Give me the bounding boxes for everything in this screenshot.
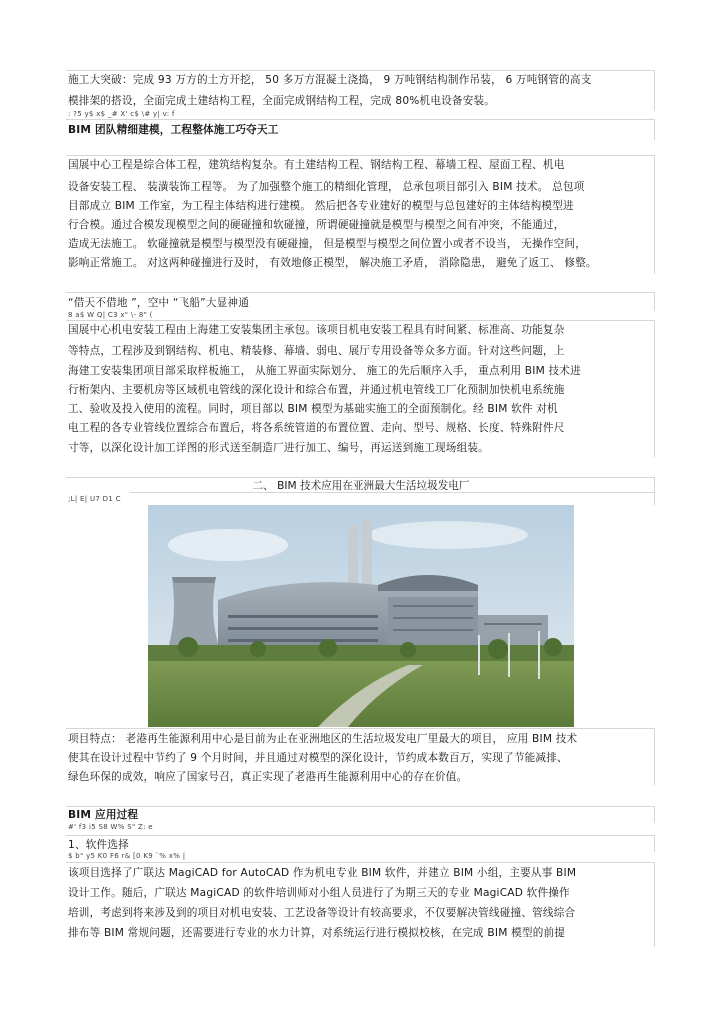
- text-line: 施工大突破：完成 93 万方的土方开挖， 50 多万方混凝土浇捣， 9 万吨钢结构制作吊装， 6 万吨钢管的高支: [68, 74, 592, 86]
- garbled-fragment: 8 a$ W Q| C3 x" \- 8" (: [68, 311, 153, 319]
- text-line: 电工程的各专业管线位置综合布置后，将各系统管道的布置位置、走向、型号、规格、长度、特殊附件尺: [68, 422, 565, 434]
- text-line: 项目特点： 老港再生能源利用中心是目前为止在亚洲地区的生活垃圾发电厂里最大的项目， 应用 BIM 技术: [68, 733, 578, 745]
- text-line: 设计工作。随后，广联达 MagiCAD 的软件培训师对小组人员进行了为期三天的专业 MagiCAD 软件操作: [68, 887, 570, 899]
- text-line: 绿色环保的成效，响应了国家号召，真正实现了老港再生能源利用中心的存在价值。: [68, 771, 468, 783]
- garbled-fragment: #' f3 i5 S8 W% S" Z: e: [68, 823, 153, 831]
- garbled-fragment: ;L| E| U7 D1 C: [68, 495, 121, 503]
- text-line: 排布等 BIM 常规问题，还需要进行专业的水力计算，对系统运行进行模拟校核，在完成 BIM 模型的前提: [68, 927, 566, 939]
- text-line: 等特点，工程涉及到钢结构、机电、精装修、幕墙、弱电、展厅专用设备等众多方面。针对这些问题，上: [68, 345, 565, 357]
- text-frame: [66, 835, 655, 852]
- text-line: 海建工安装集团项目部采取样板施工， 从施工界面实际划分、 施工的先后顺序入手， 重点利用 BIM 技术进: [68, 365, 581, 377]
- text-line: 该项目选择了广联达 MagiCAD for AutoCAD 作为机电专业 BIM 软件，并建立 BIM 小组，主要从事 BIM: [68, 867, 577, 879]
- power-plant-photo: [148, 505, 574, 727]
- section-heading: BIM 应用过程: [68, 809, 139, 821]
- section-heading: 1、软件选择: [68, 839, 129, 851]
- text-line: 使其在设计过程中节约了 9 个月时间，并且通过对模型的深化设计，节约成本数百万，实现了节能减排、: [68, 752, 568, 764]
- garbled-fragment: : ?5 y$ x$ _# X' c$ \# y| v: f: [68, 110, 175, 118]
- text-line: 培训，考虑到将来涉及到的项目对机电安装、工艺设备等设计有较高要求，不仅要解决管线碰撞、管线综合: [68, 907, 576, 919]
- section-title: 二、 BIM 技术应用在亚洲最大生活垃圾发电厂: [252, 480, 470, 492]
- text-line: 模排架的搭设，全面完成土建结构工程，全面完成钢结构工程，完成 80%机电设备安装。: [68, 95, 496, 107]
- power-plant-illustration: [148, 505, 574, 727]
- text-line: 行桁架内、主要机房等区域机电管线的深化设计和综合布置，并通过机电管线工厂化预制加快机电系统施: [68, 384, 565, 396]
- text-line: 目部成立 BIM 工作室，为工程主体结构进行建模。 然后把各专业建好的模型与总包建好的主体结构模型进: [68, 200, 574, 212]
- garbled-fragment: $ b" y5 K0 F6 r& [0 K9 `% x% |: [68, 852, 186, 860]
- text-line: 行合模。通过合模发现模型之间的硬碰撞和软碰撞，所谓硬碰撞就是模型与模型之间有冲突，不能通过，: [68, 219, 565, 231]
- section-heading: BIM 团队精细建模，工程整体施工巧夺天工: [68, 124, 279, 136]
- text-line: 工、验收及投入使用的流程。同时，项目部以 BIM 模型为基础实施工的全面预制化。经 BIM 软件 对机: [68, 403, 558, 415]
- text-line: 影响正常施工。 对这两种碰撞进行及时， 有效地修正模型， 解决施工矛盾， 消除隐患， 避免了返工、 修整。: [68, 257, 597, 269]
- text-frame: [66, 806, 655, 823]
- text-line: 寸等，以深化设计加工详图的形式送至制造厂进行加工、编号，再运送到施工现场组装。: [68, 442, 489, 454]
- text-line: 国展中心机电安装工程由上海建工安装集团主承包。该项目机电安装工程具有时间紧、标准高、功能复杂: [68, 324, 565, 336]
- text-frame: [130, 492, 655, 505]
- text-line: 国展中心工程是综合体工程，建筑结构复杂。有土建结构工程、钢结构工程、幕墙工程、屋面工程、机电: [68, 159, 565, 171]
- section-heading: “借天不借地 ”，空中 “飞船”大显神通: [68, 297, 249, 309]
- text-line: 造成无法施工。 软碰撞就是模型与模型没有硬碰撞， 但是模型与模型之间位置小或者不设当， 无操作空间，: [68, 238, 587, 250]
- text-line: 设备安装工程、 装潢装饰工程等。 为了加强整个施工的精细化管理， 总承包项目部引入 BIM 技术。 总包项: [68, 181, 585, 193]
